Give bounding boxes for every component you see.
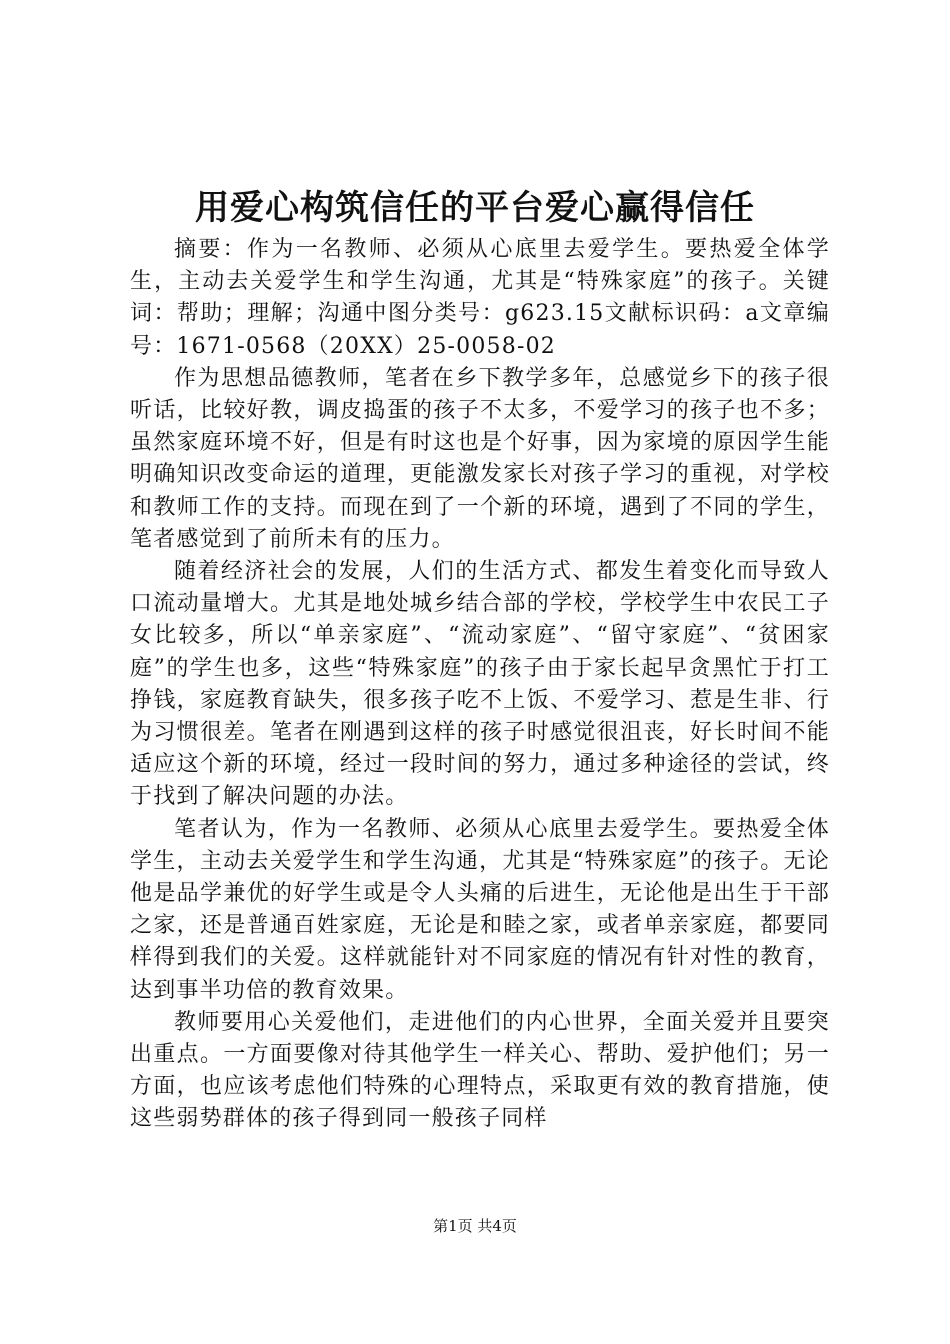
paragraph-2: 随着经济社会的发展，人们的生活方式、都发生着变化而导致人口流动量增大。尤其是地处城乡结合部的学校，学校学生中农民工子女比较多，所以“单亲家庭”、“流动家庭”、“留守家庭”、“贫困家庭”的学生也多，这些“特殊家庭”的孩子由于家长起早贪黑忙于打工挣钱，家庭教育缺失，很多孩子吃不上饭、不爱学习、惹是生非、行为习惯很差。笔者在刚遇到这样的孩子时感觉很沮丧，好长时间不能适应这个新的环境，经过一段时间的努力，通过多种途径的尝试，终于找到了解决问题的办法。 — [130, 559, 830, 810]
paragraph-3: 笔者认为，作为一名教师、必须从心底里去爱学生。要热爱全体学生，主动去关爱学生和学生沟通，尤其是“特殊家庭”的孩子。无论他是品学兼优的好学生或是令人头痛的后进生，无论他是出生于干部之家，还是普通百姓家庭，无论是和睦之家，或者单亲家庭，都要同样得到我们的关爱。这样就能针对不同家庭的情况有针对性的教育，达到事半功倍的教育效果。 — [130, 816, 830, 1003]
document-body — [130, 234, 830, 1136]
paragraph-1: 作为思想品德教师，笔者在乡下教学多年，总感觉乡下的孩子很听话，比较好教，调皮捣蛋的孩子不太多，不爱学习的孩子也不多；虽然家庭环境不好，但是有时这也是个好事，因为家境的原因学生能明确知识改变命运的道理，更能激发家长对孩子学习的重视，对学校和教师工作的支持。而现在到了一个新的环境，遇到了不同的学生，笔者感觉到了前所未有的压力。 — [130, 365, 830, 552]
paragraph-abstract: 摘要：作为一名教师、必须从心底里去爱学生。要热爱全体学生，主动去关爱学生和学生沟通，尤其是“特殊家庭”的孩子。关键词：帮助；理解；沟通中图分类号：g623.15文献标识码：a文章编号：1671-0568（20XX）25-0058-02 — [130, 237, 830, 359]
paragraph-4: 教师要用心关爱他们，走进他们的内心世界，全面关爱并且要突出重点。一方面要像对待其他学生一样关心、帮助、爱护他们；另一方面，也应该考虑他们特殊的心理特点，采取更有效的教育措施，使这些弱势群体的孩子得到同一般孩子同样 — [130, 1009, 830, 1132]
document-title: 用爱心构筑信任的平台爱心赢得信任 — [195, 188, 755, 228]
page-footer: 第1页 共4页 — [433, 1217, 517, 1235]
